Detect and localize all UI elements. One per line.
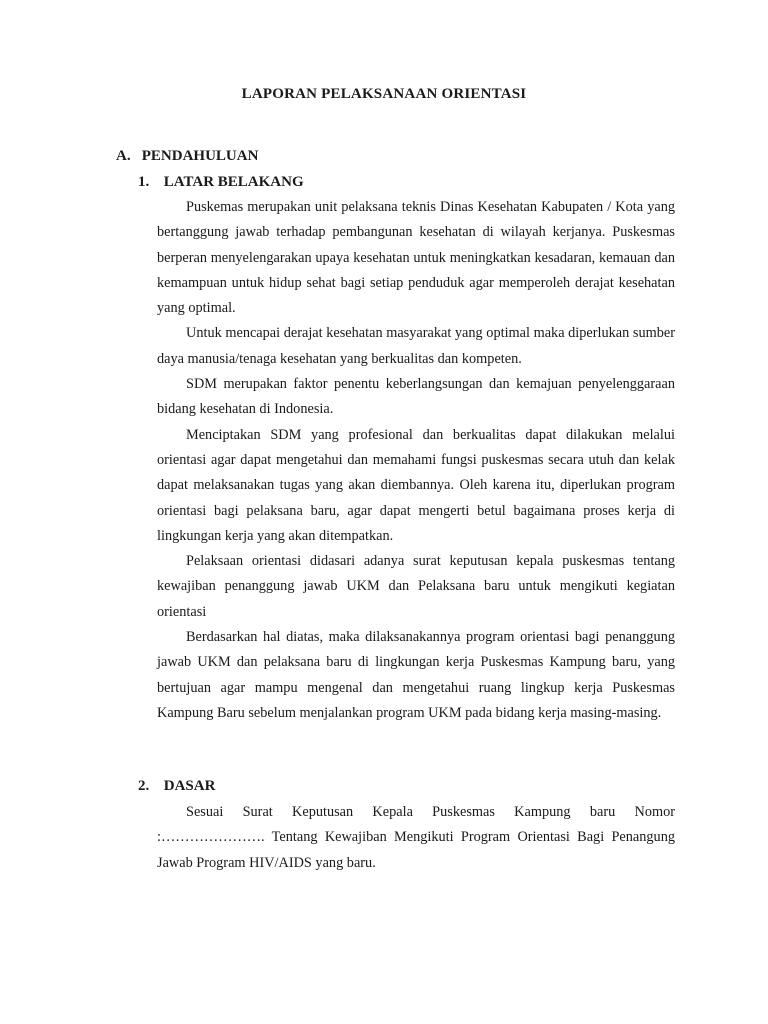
paragraph: Sesuai Surat Keputusan Kepala Puskesmas Kampung baru Nomor :…………………. Tentang Kewajiban Mengikuti Program Orientasi Bagi Penangung Jawab Program HIV/AIDS yang baru. xyxy=(157,804,675,871)
paragraph: Menciptakan SDM yang profesional dan berkualitas dapat dilakukan melalui orientasi agar dapat mengetahui dan memahami fungsi puskesmas secara utuh dan kelak dapat melaksanakan tugas yang akan diembannya. Oleh karena itu, diperlukan program orientasi bagi pelaksana baru, agar dapat mengerti betul bagaimana proses kerja di lingkungan kerja yang akan ditempatkan. xyxy=(157,426,675,544)
subsection-label: LATAR BELAKANG xyxy=(163,174,304,190)
dasar-body xyxy=(157,800,675,876)
section-label: PENDAHULUAN xyxy=(141,148,259,164)
section-heading-pendahuluan xyxy=(116,148,258,165)
section-number: A. xyxy=(116,148,131,164)
paragraph: Puskemas merupakan unit pelaksana teknis Dinas Kesehatan Kabupaten / Kota yang bertanggung jawab terhadap pembangunan kesehatan di wilayah kerjanya. Puskesmas berperan menyelengarakan upaya kesehatan untuk meningkatkan kesadaran, kemauan dan kemampuan untuk hidup sehat bagi setiap penduduk agar memperoleh derajat kesehatan yang optimal. xyxy=(157,199,675,317)
paragraph: Untuk mencapai derajat kesehatan masyarakat yang optimal maka diperlukan sumber daya manusia/tenaga kesehatan yang berkualitas dan kompeten. xyxy=(157,325,675,367)
subsection-number: 2. xyxy=(138,778,150,794)
subsection-heading-dasar xyxy=(138,778,215,795)
paragraph: Pelaksaan orientasi didasari adanya surat keputusan kepala puskesmas tentang kewajiban penanggung jawab UKM dan Pelaksana baru untuk mengikuti kegiatan orientasi xyxy=(157,553,675,620)
paragraph: Berdasarkan hal diatas, maka dilaksanakannya program orientasi bagi penanggung jawab UKM dan pelaksana baru di lingkungan kerja Puskesmas Kampung baru, yang bertujuan agar mampu mengenal dan mengetahui ruang lingkup kerja Puskesmas Kampung Baru sebelum menjalankan program UKM pada bidang kerja masing-masing. xyxy=(157,629,675,721)
subsection-label: DASAR xyxy=(163,778,216,794)
document-title: LAPORAN PELAKSANAAN ORIENTASI xyxy=(241,86,527,102)
latar-belakang-body xyxy=(157,195,675,726)
paragraph: SDM merupakan faktor penentu keberlangsungan dan kemajuan penyelenggaraan bidang kesehatan di Indonesia. xyxy=(157,376,675,418)
subsection-number: 1. xyxy=(138,174,150,190)
subsection-heading-latar-belakang xyxy=(138,174,304,191)
